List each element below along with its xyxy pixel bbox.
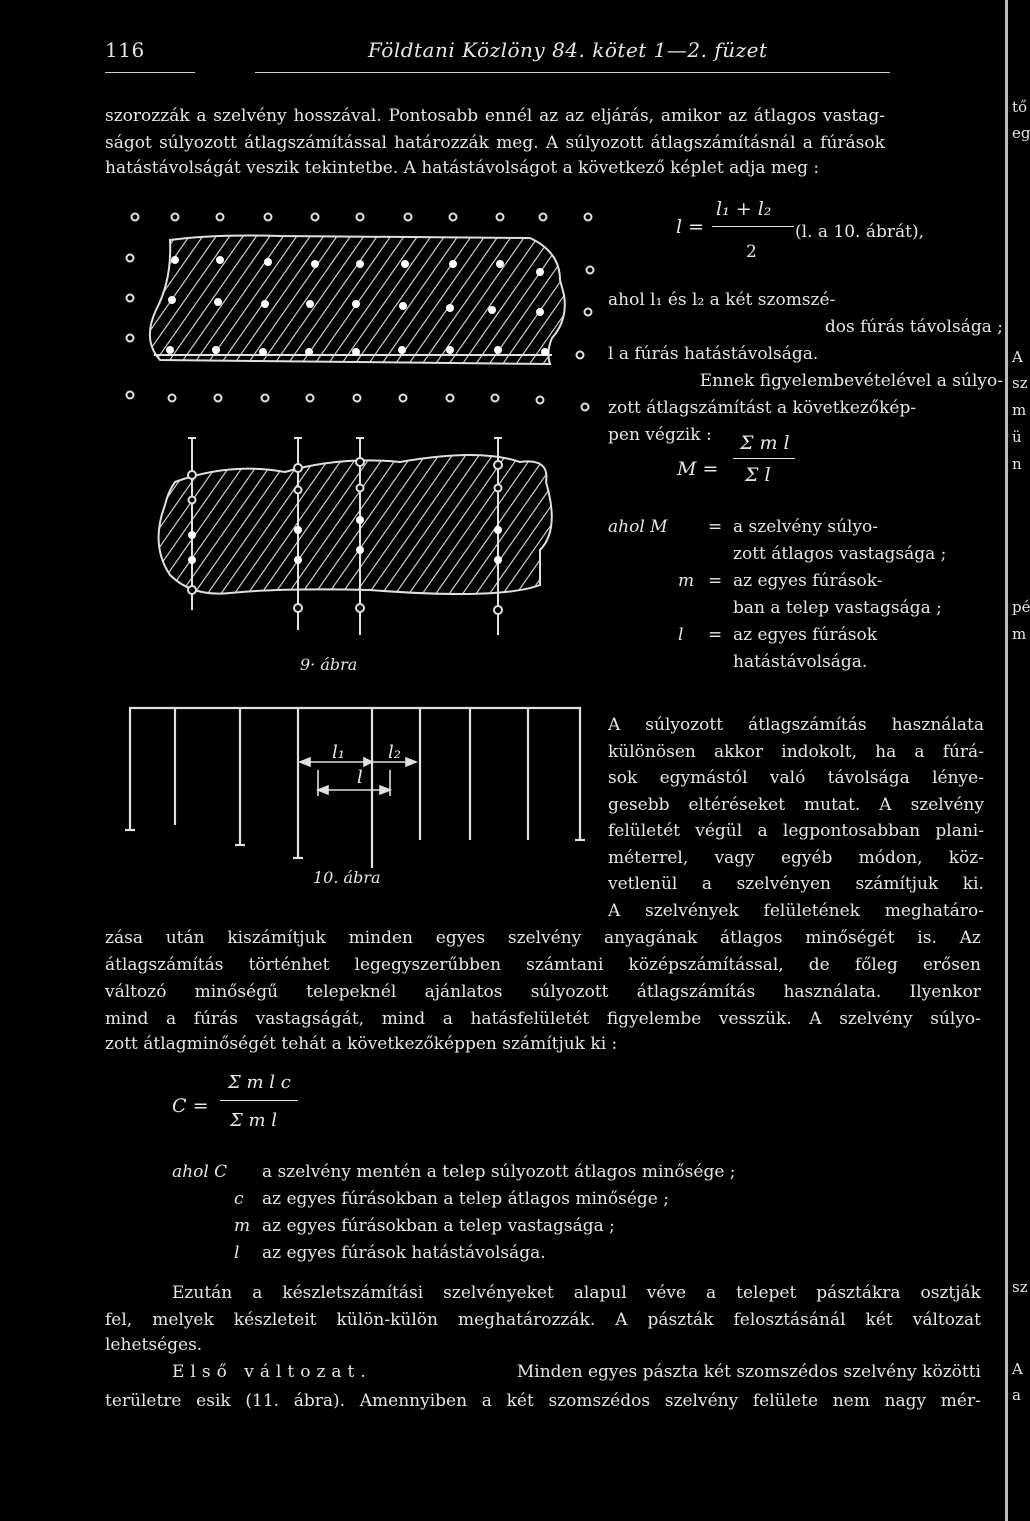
intro-line-3: hatástávolságát veszik tekintetbe. A hatástávolságot a következő képlet adja meg : <box>105 158 820 178</box>
fig10-label-l: l <box>357 767 363 788</box>
formula1-reference: (l. a 10. ábrát), <box>795 222 925 242</box>
legend-equals: = <box>708 517 723 537</box>
fig10-label-l2: l₂ <box>388 742 401 763</box>
legend-symbol: c <box>234 1189 244 1209</box>
legend-text: hatástávolsága. <box>733 652 868 672</box>
para4-line-1 <box>105 1364 981 1391</box>
formula1-denominator: 2 <box>746 242 757 262</box>
full-para-line: mind a fúrás vastagságát, mind a hatásfelületét figyelembe vesszük. A szelvény súlyo- <box>105 1009 981 1029</box>
right-para-line: gesebb eltéréseket mutat. A szelvény <box>608 794 984 815</box>
formula2-fraction-bar <box>733 458 795 459</box>
formula2-legend-row <box>608 517 1003 544</box>
header-rule-left <box>105 72 195 73</box>
legend-text: a szelvény súlyo- <box>733 517 879 537</box>
edge-fragment: m <box>1012 401 1027 419</box>
right-para-line: vetlenül a szelvényen számítjuk ki. <box>608 874 984 894</box>
full-width-paragraph <box>105 928 981 1063</box>
right-para-line: felületét végül a legpontosabban plani- <box>608 821 984 841</box>
formula1-description <box>608 290 1003 452</box>
right-para-line: A szelvények felületének meghatáro- <box>608 900 984 921</box>
formula3-legend-row <box>172 1216 872 1243</box>
intro-paragraph <box>105 106 885 187</box>
right-para-line: A súlyozott átlagszámítás használata <box>608 715 984 735</box>
figure-10-caption: 10. ábra <box>313 868 381 887</box>
formula3-legend-row <box>172 1189 872 1216</box>
right-paragraph <box>608 715 984 927</box>
figure-9-caption: 9· ábra <box>300 655 358 674</box>
formula3-numerator: Σ m l c <box>228 1072 291 1093</box>
formula2-denominator: Σ l <box>745 464 771 486</box>
header-rule-right <box>255 72 890 73</box>
formula3-denominator: Σ m l <box>230 1110 277 1131</box>
fig9-top-section <box>127 214 594 411</box>
figure-9 <box>120 200 600 670</box>
page-edge-line <box>1005 0 1008 1521</box>
formula1-fraction-bar <box>712 226 794 227</box>
legend-text: az egyes fúrások hatástávolsága. <box>262 1243 546 1263</box>
right-para-line: méterrel, vagy egyéb módon, köz- <box>608 847 984 868</box>
para4-line-1-rest: Minden egyes pászta két szomszédos szelvény közötti <box>516 1362 981 1382</box>
journal-title: Földtani Közlöny 84. kötet 1—2. füzet <box>368 38 768 62</box>
paragraph-4 <box>105 1364 981 1418</box>
edge-fragment: eg <box>1012 124 1030 142</box>
formula3-legend <box>172 1162 872 1270</box>
legend-text: az egyes fúrásokban a telep átlagos minősége ; <box>262 1189 669 1209</box>
formula2-legend-row <box>608 652 1003 679</box>
legend-symbol: ahol C <box>172 1162 228 1182</box>
full-para-line: átlagszámítás történhet legegyszerűbben számtani középszámítással, de főleg erősen <box>105 955 981 975</box>
fig9-bottom-section <box>159 438 552 635</box>
full-para-line: zása után kiszámítjuk minden egyes szelvény anyagának átlagos minőségét is. Az <box>105 928 981 948</box>
formula1-numerator: l₁ + l₂ <box>716 198 772 220</box>
right-para-line: különösen akkor indokolt, ha a fúrá- <box>608 741 984 762</box>
formula3-legend-row <box>172 1162 872 1189</box>
fig10-label-l1: l₁ <box>332 742 345 763</box>
edge-fragment: sz <box>1012 1278 1028 1296</box>
edge-fragment: n <box>1012 455 1022 473</box>
para3-line: Ezután a készletszámítási szelvényeket alapul véve a telepet pásztákra osztják <box>172 1283 981 1303</box>
figure-10 <box>120 700 590 880</box>
legend-symbol: l <box>234 1243 240 1263</box>
page-number: 116 <box>105 38 145 62</box>
full-para-line: zott átlagminőségét tehát a következőképpen számítjuk ki : <box>105 1034 618 1054</box>
edge-fragment: pé <box>1012 598 1030 616</box>
formula1-lhs: l = <box>676 216 705 238</box>
formula3-lhs: C = <box>172 1095 209 1117</box>
edge-fragment: A <box>1012 348 1023 366</box>
formula2-numerator: Σ m l <box>740 432 790 454</box>
formula1-desc-line-1: ahol l₁ és l₂ a két szomszé- <box>608 290 836 310</box>
edge-fragment: tő <box>1012 98 1028 116</box>
formula3-fraction-bar <box>220 1100 298 1101</box>
full-para-line: változó minőségű telepeknél ajánlatos súlyozott átlagszámítás használata. Ilyenkor <box>105 982 981 1002</box>
formula2-legend-row <box>608 625 1003 652</box>
right-para-line: sok egymástól való távolsága lénye- <box>608 768 984 788</box>
legend-symbol: m <box>678 571 695 591</box>
formula3-legend-row <box>172 1243 872 1270</box>
legend-text: zott átlagos vastagsága ; <box>733 544 947 564</box>
legend-symbol: l <box>678 625 684 645</box>
intro-line-1: szorozzák a szelvény hosszával. Pontosabb ennél az az eljárás, amikor az átlagos vastag- <box>105 106 885 126</box>
edge-fragment: m <box>1012 625 1027 643</box>
formula2-legend-row <box>608 544 1003 571</box>
legend-symbol: m <box>234 1216 251 1236</box>
edge-fragment: sz <box>1012 374 1028 392</box>
legend-equals: = <box>708 625 723 645</box>
intro-line-2: ságot súlyozott átlagszámítással határozzák meg. A súlyozott átlagszámításnál a fúrások <box>105 133 885 153</box>
formula1-desc-line-4: Ennek figyelembevételével a súlyo- <box>699 371 1003 391</box>
legend-text: az egyes fúrások <box>733 625 877 645</box>
para3-line: lehetséges. <box>105 1335 203 1355</box>
formula2-legend-row <box>608 598 1003 625</box>
legend-equals: = <box>708 571 723 591</box>
para3-line: fel, melyek készleteit külön-külön meghatározzák. A pászták felosztásánál két változat <box>105 1310 981 1330</box>
edge-fragment: A <box>1012 1360 1023 1378</box>
paragraph-3 <box>105 1283 981 1364</box>
para4-line-2: területre esik (11. ábra). Amennyiben a két szomszédos szelvény felülete nem nagy mér- <box>105 1391 981 1411</box>
formula1-desc-line-2: dos fúrás távolsága ; <box>824 317 1003 337</box>
legend-text: az egyes fúrásokban a telep vastagsága ; <box>262 1216 615 1236</box>
formula2-legend-row <box>608 571 1003 598</box>
edge-fragment: ü <box>1012 428 1022 446</box>
formula1-desc-line-5: zott átlagszámítást a következőkép- <box>608 398 917 418</box>
legend-text: a szelvény mentén a telep súlyozott átlagos minősége ; <box>262 1162 736 1182</box>
formula1-desc-line-3: l a fúrás hatástávolsága. <box>608 344 819 364</box>
formula1-desc-line-6: pen végzik : <box>608 425 712 445</box>
formula2-lhs: M = <box>677 458 719 480</box>
formula2-legend <box>608 517 1003 679</box>
variant-heading: Első változat. <box>172 1362 372 1382</box>
legend-text: az egyes fúrások- <box>733 571 883 591</box>
edge-fragment: a <box>1012 1386 1021 1404</box>
fig10-outline <box>130 708 580 840</box>
legend-symbol: ahol M <box>608 517 668 537</box>
legend-text: ban a telep vastagsága ; <box>733 598 942 618</box>
